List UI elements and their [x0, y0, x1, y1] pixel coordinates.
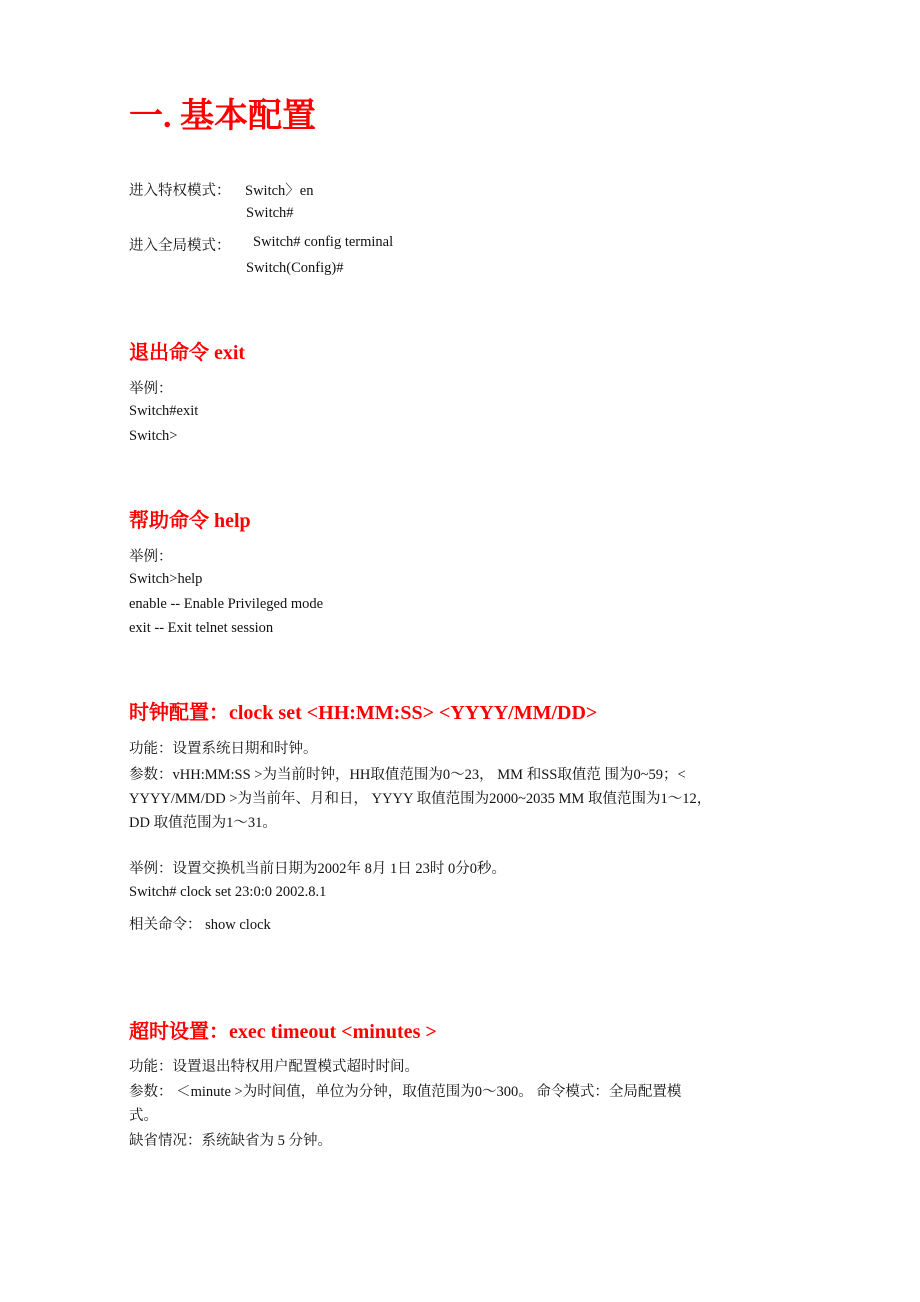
timeout-heading: 超时设置：exec timeout <minutes > [129, 1021, 437, 1043]
clock-heading: 时钟配置：clock set <HH:MM:SS> <YYYY/MM/DD> [129, 702, 598, 724]
timeout-params-line: 式。 [129, 1108, 158, 1124]
priv-mode-label: 进入特权模式： [129, 183, 231, 199]
exit-example-line: Switch> [129, 428, 178, 444]
exit-example-line: Switch#exit [129, 403, 199, 419]
timeout-function: 功能：设置退出特权用户配置模式超时时间。 [129, 1059, 419, 1075]
clock-params-line: DD 取值范围为1〜31。 [129, 815, 277, 831]
clock-params-line: YYYY/MM/DD >为当前年、月和日， YYYY 取值范围为2000~2035 MM 取值范围为1〜12， [129, 791, 712, 807]
global-mode-prompt: Switch(Config)# [246, 260, 344, 276]
clock-params-line: 参数：vHH:MM:SS >为当前时钟，HH取值范围为0〜23， MM 和SS取值范 围为0~59；< [129, 767, 686, 783]
clock-command: Switch# clock set 23:0:0 2002.8.1 [129, 884, 327, 900]
exit-example-label: 举例： [129, 381, 173, 397]
clock-function: 功能：设置系统日期和时钟。 [129, 741, 318, 757]
timeout-params-line: 参数： ＜minute >为时间值，单位为分钟，取值范围为0〜300。 命令模式：全局配置模 [129, 1084, 682, 1100]
help-example-label: 举例： [129, 549, 173, 565]
priv-mode-command: Switch〉en [245, 183, 314, 199]
page-title: 一. 基本配置 [129, 98, 316, 135]
global-mode-label: 进入全局模式： [129, 238, 231, 254]
help-heading: 帮助命令 help [129, 510, 251, 532]
help-example-line: exit -- Exit telnet session [129, 620, 274, 636]
clock-related: 相关命令： show clock [129, 917, 271, 933]
help-example-line: Switch>help [129, 571, 203, 587]
clock-example: 举例：设置交换机当前日期为2002年 8月 1日 23时 0分0秒。 [129, 861, 506, 877]
global-mode-command: Switch# config terminal [253, 234, 394, 250]
exit-heading: 退出命令 exit [129, 342, 246, 364]
priv-mode-prompt: Switch# [246, 205, 294, 221]
help-example-line: enable -- Enable Privileged mode [129, 596, 324, 612]
timeout-default: 缺省情况：系统缺省为 5 分钟。 [129, 1133, 332, 1149]
